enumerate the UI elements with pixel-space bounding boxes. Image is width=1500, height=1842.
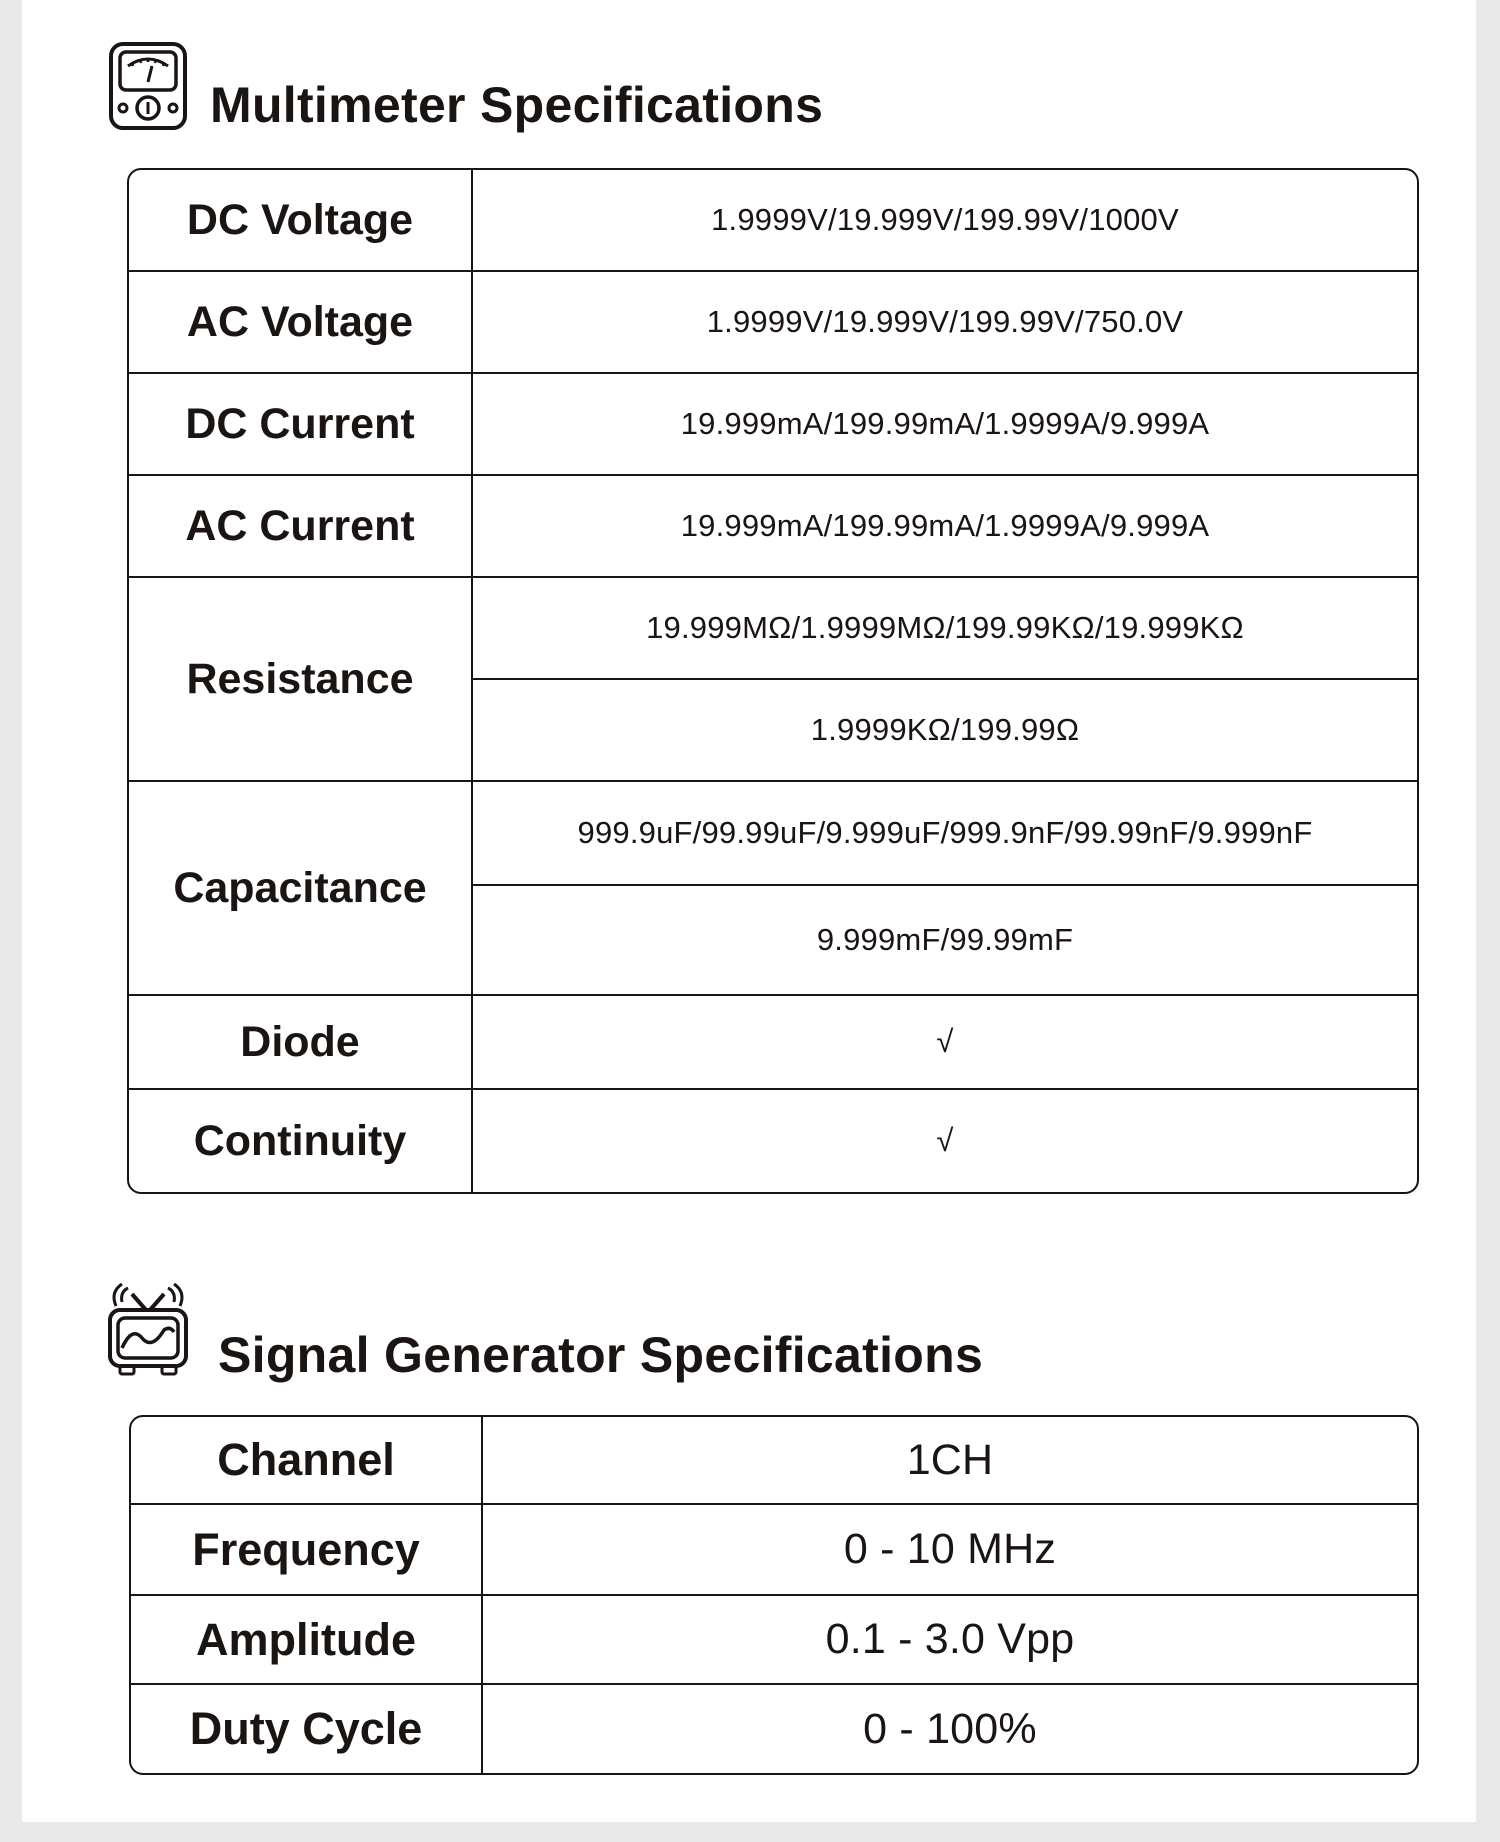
row-value: √	[473, 996, 1417, 1090]
row-label: Continuity	[129, 1090, 473, 1192]
multimeter-icon	[108, 40, 188, 132]
row-value: 19.999MΩ/1.9999MΩ/199.99KΩ/19.999KΩ	[473, 578, 1417, 680]
row-label: Diode	[129, 996, 473, 1090]
row-label: DC Voltage	[129, 170, 473, 272]
row-label: AC Current	[129, 476, 473, 578]
table-row	[131, 1417, 1417, 1505]
signal-generator-heading	[106, 1282, 983, 1382]
table-row	[129, 476, 1417, 578]
row-label: Amplitude	[131, 1596, 483, 1685]
row-label: AC Voltage	[129, 272, 473, 374]
multimeter-spec-table	[127, 168, 1419, 1194]
table-row	[131, 1596, 1417, 1685]
row-value: 0 - 100%	[863, 1704, 1037, 1753]
row-value: 999.9uF/99.99uF/9.999uF/999.9nF/99.99nF/9.999nF	[473, 782, 1417, 886]
row-label: Channel	[131, 1417, 483, 1505]
table-row	[131, 1685, 1417, 1773]
table-row	[129, 272, 1417, 374]
row-value: 1CH	[483, 1417, 1417, 1505]
row-value: 0 - 10 MHz	[483, 1505, 1417, 1596]
row-value: 19.999mA/199.99mA/1.9999A/9.999A	[473, 476, 1417, 578]
table-row	[131, 1505, 1417, 1596]
row-label: DC Current	[129, 374, 473, 476]
row-value: 0.1 - 3.0 Vpp	[483, 1596, 1417, 1685]
row-value: 1.9999V/19.999V/199.99V/750.0V	[473, 272, 1417, 374]
tv-signal-icon	[106, 1282, 190, 1382]
spec-card	[22, 0, 1476, 1822]
signal-generator-title: Signal Generator Specifications	[218, 1327, 984, 1383]
table-row	[129, 996, 1417, 1090]
row-label: Duty Cycle	[131, 1685, 483, 1773]
table-row	[129, 374, 1417, 476]
multimeter-heading	[108, 40, 823, 132]
table-row	[129, 782, 1417, 886]
row-label: Capacitance	[129, 782, 473, 996]
row-label: Frequency	[131, 1505, 483, 1596]
signal-generator-spec-table	[129, 1415, 1419, 1775]
row-value: 19.999mA/199.99mA/1.9999A/9.999A	[473, 374, 1417, 476]
row-value: 9.999mF/99.99mF	[473, 886, 1417, 996]
table-row	[129, 170, 1417, 272]
table-row	[129, 578, 1417, 680]
row-value: 1.9999KΩ/199.99Ω	[473, 680, 1417, 782]
row-label: Resistance	[129, 578, 473, 782]
row-value: 1.9999V/19.999V/199.99V/1000V	[473, 170, 1417, 272]
table-row	[129, 1090, 1417, 1192]
multimeter-title: Multimeter Specifications	[210, 77, 824, 133]
row-value: √	[936, 1123, 954, 1158]
